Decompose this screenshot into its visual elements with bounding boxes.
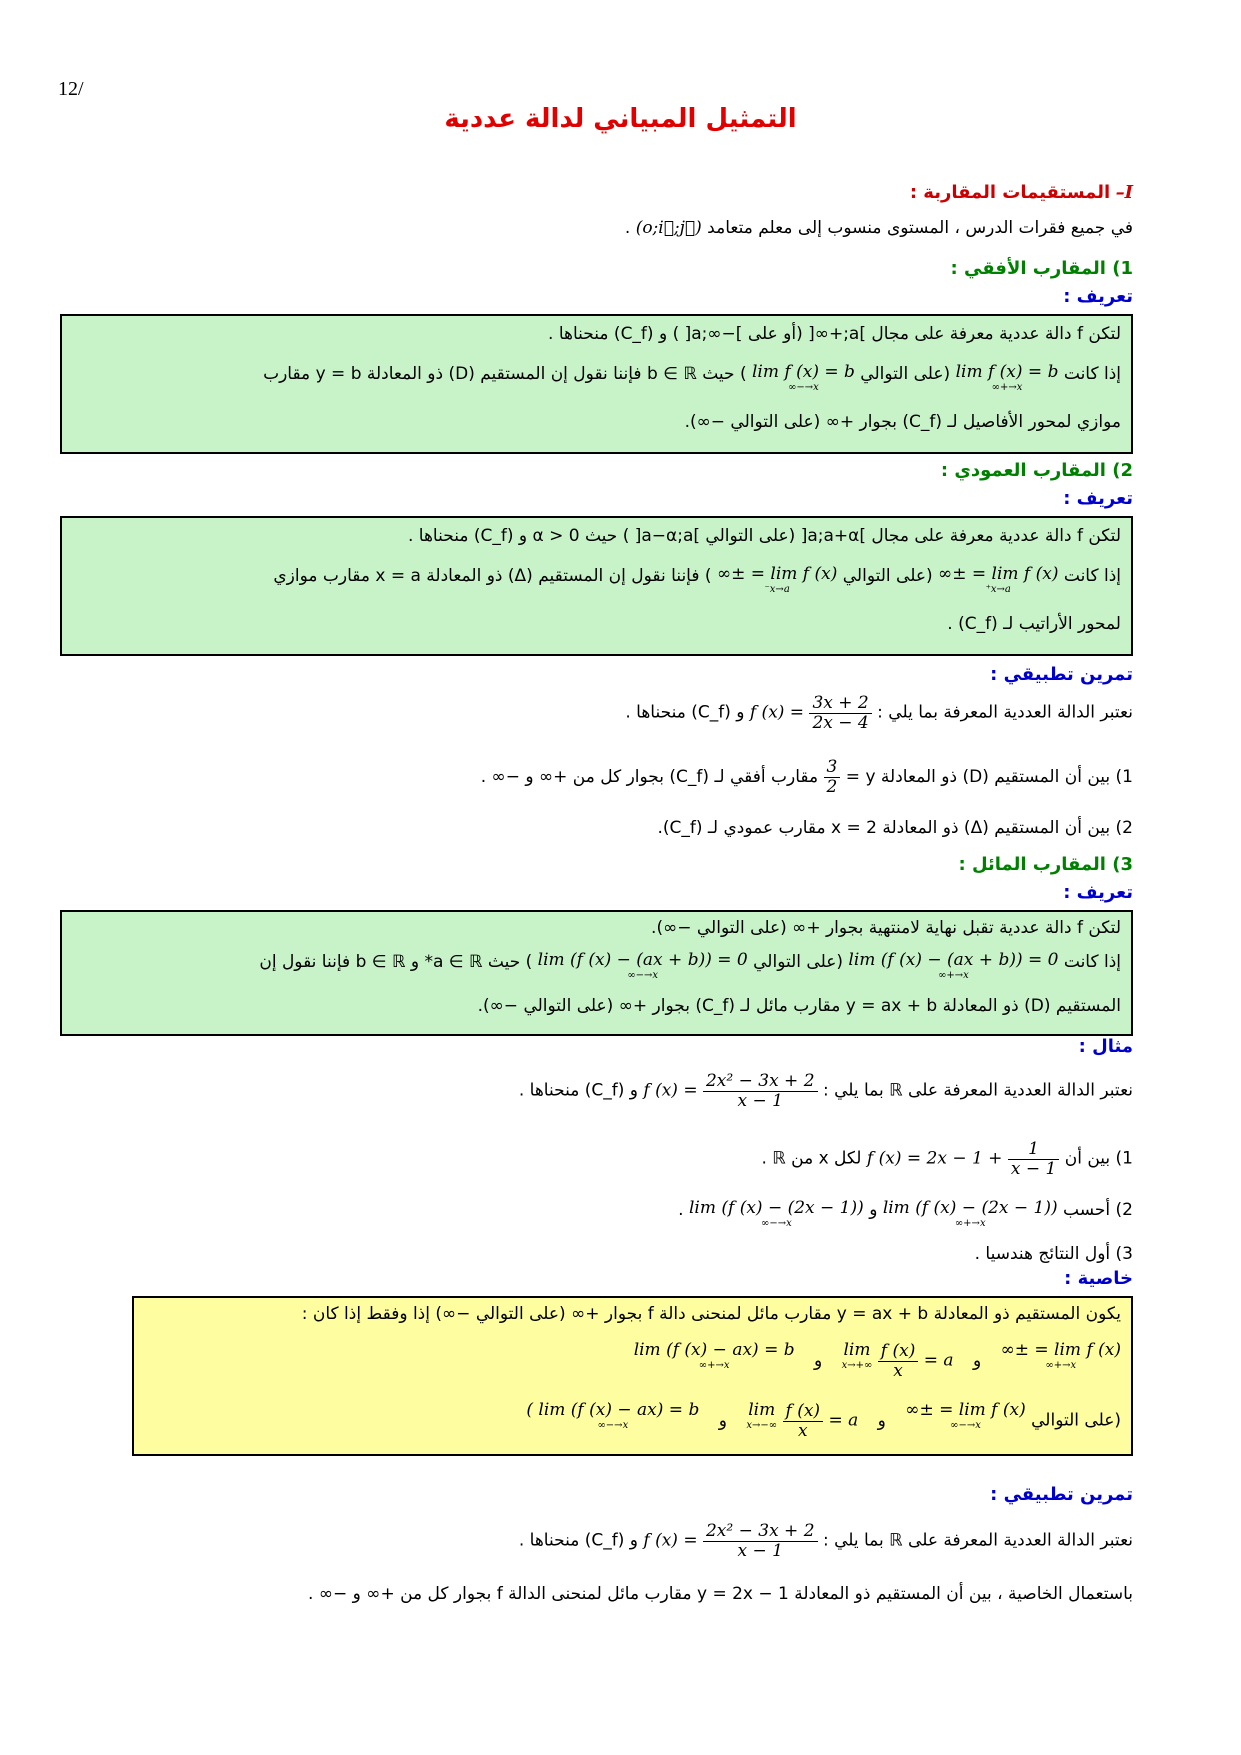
fraction: $\frac{3}{2}$	[824, 758, 841, 796]
definition-1-label	[60, 286, 1133, 307]
exercise-2-question: باستعمال الخاصية ، بين أن المستقيم ذو المعادلة y = 2x − 1 مقارب مائل لمنحنى الدالة f بجوار كل من +∞ و −∞ .	[308, 1584, 1133, 1604]
limit-expression: lim (f (x) − (ax + b)) = 0 x→−∞	[537, 950, 748, 981]
function-definition: f (x) = $\frac{\text{2x² − 3x + 2}}{x - 1}$	[643, 1072, 817, 1110]
function-definition: f (x) = $\frac{\text{2x² − 3x + 2}}{x - 1}$	[643, 1522, 817, 1560]
page-number: 12/	[58, 78, 84, 100]
definition-1-line-2: إذا كانت lim f (x) = b x→+∞ (على التوالي lim f (x) = b x→−∞ ) حيث b ∈ ℝ فإننا نقول إن المستقيم (D) ذو المعادلة y = b مقارب	[263, 362, 1121, 393]
example-question-2: 2) أحسب lim (f (x) − (2x − 1)) x→+∞ و lim (f (x) − (2x − 1)) x→−∞ .	[678, 1198, 1133, 1229]
page-title: التمثيل المبياني لدالة عددية	[444, 104, 797, 134]
property-box	[132, 1296, 1133, 1456]
subsection-1-title: 1) المقارب الأفقي :	[950, 258, 1133, 279]
property-line-1: يكون المستقيم ذو المعادلة y = ax + b مقارب مائل لمنحنى دالة f بجوار +∞ (على التوالي −∞) إذا وفقط إذا كان :	[301, 1304, 1121, 1324]
definition-3-box	[60, 910, 1133, 1036]
definition-3-line-1: لتكن f دالة عددية تقبل نهاية لامنتهية بجوار +∞ (على التوالي −∞).	[651, 918, 1121, 938]
section-1-heading	[60, 182, 1133, 203]
section-1-intro: في جميع فقرات الدرس ، المستوى منسوب إلى معلم متعامد (o;i⃗;j⃗) .	[624, 218, 1133, 238]
exercise-2-intro: نعتبر الدالة العددية المعرفة على ℝ بما يلي : f (x) = $\frac{\text{2x² − 3x + 2}}{x - 1}$ و (C_f) منحناها .	[518, 1521, 1133, 1561]
section-1-title: المستقيمات المقاربة :	[909, 182, 1111, 203]
definition-2-line-2: إذا كانت lim f (x) = ±∞ x→a⁺ (على التوالي lim f (x) = ±∞ x→a⁻ ) فإننا نقول إن المستقيم (Δ) ذو المعادلة x = a مقارب موازي	[273, 564, 1121, 595]
example-question-1: 1) بين أن f (x) = 2x − 1 + $\frac{1}{x - 1}$ لكل x من ℝ .	[761, 1139, 1133, 1179]
definition-2-box	[60, 516, 1133, 656]
definition-label: تعريف :	[1063, 286, 1133, 307]
exercise-1-question-1: 1) بين أن المستقيم (D) ذو المعادلة y = $\frac{3}{2}$ مقارب أفقي لـ (C_f) بجوار كل من +∞ و −∞ .	[480, 757, 1133, 797]
function-identity: f (x) = 2x − 1 + $\frac{1}{x - 1}$	[867, 1140, 1059, 1178]
limit-expression: lim f (x) = b x→−∞	[752, 362, 855, 393]
property-line-3: (على التوالي lim f (x) = ±∞ x→−∞ و lim x→−∞ $\frac{f (x)}{x}$ = a و lim (f (x) − ax) = b ) x→−∞	[526, 1400, 1121, 1441]
property-heading	[60, 1268, 1133, 1289]
exercise-1-question-2: 2) بين أن المستقيم (Δ) ذو المعادلة x = 2 مقارب عمودي لـ (C_f).	[657, 818, 1133, 838]
exercise-1-intro: نعتبر الدالة العددية المعرفة بما يلي : f (x) = $\frac{3x + 2}{2x - 4}$ و (C_f) منحناها .	[625, 693, 1133, 733]
definition-label: تعريف :	[1063, 488, 1133, 509]
limit-expression: lim f (x) = ±∞ x→a⁻	[716, 564, 838, 595]
frame-notation: (o;i⃗;j⃗)	[635, 218, 702, 238]
example-question-3: 3) أول النتائج هندسيا .	[974, 1244, 1133, 1264]
definition-3-line-3: المستقيم (D) ذو المعادلة y = ax + b مقارب مائل لـ (C_f) بجوار +∞ (على التوالي −∞).	[477, 996, 1121, 1016]
exercise-1-heading	[60, 664, 1133, 685]
definition-1-box	[60, 314, 1133, 454]
example-heading	[60, 1036, 1133, 1057]
subsection-1-heading	[60, 258, 1133, 279]
limit-expression: lim f (x) = b x→+∞	[955, 362, 1059, 393]
section-1-intro-text: في جميع فقرات الدرس ، المستوى منسوب إلى معلم متعامد	[707, 218, 1133, 238]
example-intro: نعتبر الدالة العددية المعرفة على ℝ بما يلي : f (x) = $\frac{\text{2x² − 3x + 2}}{x - 1}$ و (C_f) منحناها .	[518, 1071, 1133, 1111]
example-label: مثال :	[1078, 1036, 1133, 1057]
limit-expression: lim (f (x) − (2x − 1)) x→−∞	[688, 1198, 864, 1229]
definition-3-line-2: إذا كانت lim (f (x) − (ax + b)) = 0 x→+∞ (على التوالي lim (f (x) − (ax + b)) = 0 x→−∞ ) حيث a ∈ ℝ* و b ∈ ℝ فإننا نقول إن	[259, 950, 1121, 981]
exercise-label: تمرين تطبيقي :	[990, 1484, 1133, 1505]
exercise-label: تمرين تطبيقي :	[990, 664, 1133, 685]
definition-2-line-3: لمحور الأراتيب لـ (C_f) .	[947, 614, 1121, 634]
exercise-2-heading	[60, 1484, 1133, 1505]
function-definition: f (x) = $\frac{3x + 2}{2x - 4}$	[750, 694, 872, 732]
property-label: خاصية :	[1064, 1268, 1133, 1289]
definition-2-line-1: لتكن f دالة عددية معرفة على مجال ]a;a+α[ (على التوالي ]a−α;a[ ) حيث α > 0 و (C_f) منحناها .	[407, 526, 1121, 546]
subsection-3-title: 3) المقارب المائل :	[958, 854, 1133, 875]
definition-3-label	[60, 882, 1133, 903]
subsection-2-heading	[60, 460, 1133, 481]
property-line-2: lim f (x) = ±∞ x→+∞ و lim x→+∞ $\frac{f (x)}{x}$ = a و lim (f (x) − ax) = b x→+∞	[633, 1340, 1121, 1381]
definition-1-line-1: لتكن f دالة عددية معرفة على مجال ]a;+∞[ (أو على ]−∞;a[ ) و (C_f) منحناها .	[548, 324, 1121, 344]
limit-expression: lim (f (x) − (2x − 1)) x→+∞	[882, 1198, 1058, 1229]
definition-label: تعريف :	[1063, 882, 1133, 903]
limit-expression: lim f (x) = ±∞ x→a⁺	[938, 564, 1059, 595]
subsection-3-heading	[60, 854, 1133, 875]
section-1-number: I–	[1115, 182, 1133, 203]
definition-2-label	[60, 488, 1133, 509]
subsection-2-title: 2) المقارب العمودي :	[940, 460, 1133, 481]
limit-expression: lim (f (x) − (ax + b)) = 0 x→+∞	[848, 950, 1059, 981]
definition-1-line-3: موازي لمحور الأفاصيل لـ (C_f) بجوار +∞ (على التوالي −∞).	[684, 412, 1121, 432]
